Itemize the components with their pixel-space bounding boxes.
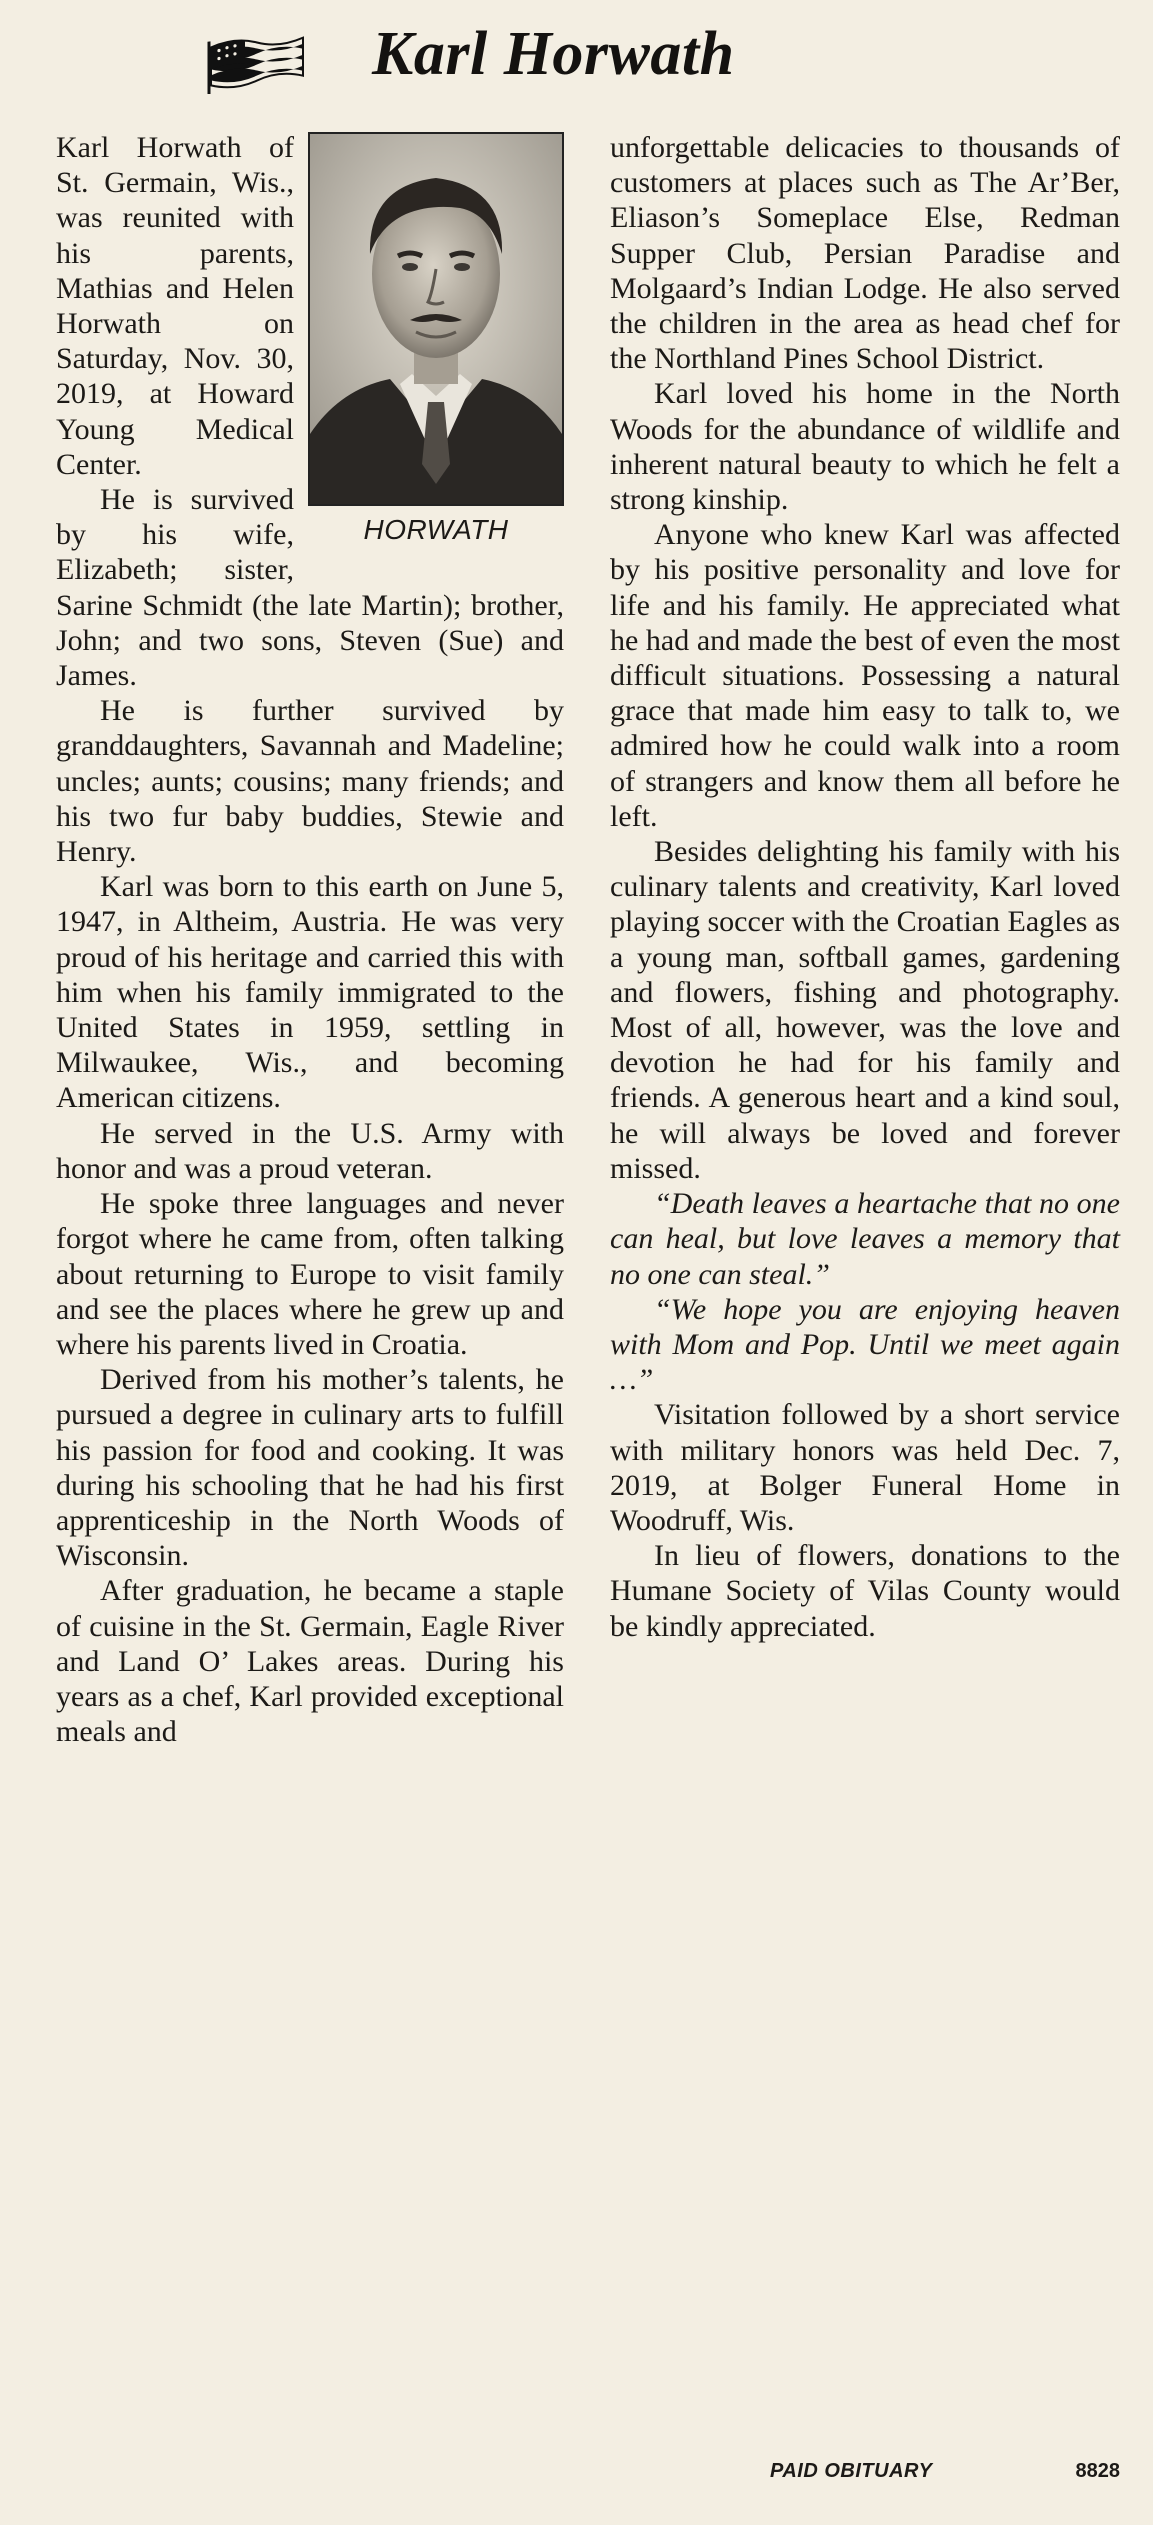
paragraph-delicacies: unforgettable delicacies to thousands of customers at places such as The Ar’Ber, Eliason’s Someplace Else, Redman Supper Club, Persian Paradise and Molgaard’s Indian Lodge. He also served the children in the area as head chef for the Northland Pines School District. (610, 131, 1120, 376)
portrait-caption: HORWATH (363, 514, 509, 545)
quote-heaven: “We hope you are enjoying heaven with Mom and Pop. Until we meet again …” (610, 1292, 1120, 1397)
obituary-header (0, 14, 1153, 94)
obituary-title: Karl Horwath (372, 20, 735, 88)
portrait-photo (308, 132, 564, 506)
portrait-block (308, 132, 564, 550)
paragraph-born: Karl was born to this earth on June 5, 1947, in Altheim, Austria. He was very proud of his heritage and carried this with him when his family immigrated to the United States in 1959, settling in Milwaukee, Wis., and becoming American citizens. (56, 870, 564, 1115)
paragraph-army: He served in the U.S. Army with honor and was a proud veteran. (56, 1116, 564, 1185)
paragraph-languages: He spoke three languages and never forgot where he came from, often talking about returning to Europe to visit family and see the places where he grew up and where his parents lived in Croatia. (56, 1187, 564, 1361)
paragraph-donations: In lieu of flowers, donations to the Humane Society of Vilas County would be kindly appreciated. (610, 1539, 1120, 1643)
paragraph-survived-by: He is survived by his wife, Elizabeth; sister, Sarine Schmidt (the late Martin); brother, John; and two sons, Steven (Sue) and James. (56, 483, 564, 693)
paragraph-further-survived: He is further survived by granddaughters, Savannah and Madeline; uncles; aunts; cousins; many friends; and his two fur baby buddies, Stewie and Henry. (56, 694, 564, 869)
paid-obituary-label: PAID OBITUARY (770, 2460, 933, 2482)
paragraph-north-woods: Karl loved his home in the North Woods for the abundance of wildlife and inherent natural beauty to which he felt a strong kinship. (610, 377, 1120, 517)
left-column (56, 130, 564, 1749)
paragraph-graduation: After graduation, he became a staple of cuisine in the St. Germain, Eagle River and Land O’ Lakes areas. During his years as a chef, Karl provided exceptional meals and (56, 1574, 564, 1749)
paragraph-reunited: Karl Horwath of St. Germain, Wis., was reunited with his parents, Mathias and Helen Horwath on Saturday, Nov. 30, 2019, at Howard Young Medical Center. (56, 131, 294, 481)
paragraph-visitation: Visitation followed by a short service with military honors was held Dec. 7, 2019, at Bolger Funeral Home in Woodruff, Wis. (610, 1398, 1120, 1537)
paragraph-hobbies: Besides delighting his family with his culinary talents and creativity, Karl loved playing soccer with the Croatian Eagles as a young man, softball games, gardening and flowers, fishing and photography. Most of all, however, was the love and devotion he had for his family and friends. A generous heart and a kind soul, he will always be loved and forever missed. (610, 835, 1120, 1185)
quote-heartache: “Death leaves a heartache that no one can heal, but love leaves a memory that no one can steal.” (610, 1187, 1120, 1291)
obituary-footer (610, 2458, 1120, 2490)
paragraph-culinary: Derived from his mother’s talents, he pursued a degree in culinary arts to fulfill his passion for food and cooking. It was during his schooling that he had his first apprenticeship in the North Woods of Wisconsin. (56, 1363, 564, 1573)
ad-number: 8828 (1075, 2460, 1120, 2482)
portrait-image (310, 134, 562, 504)
american-flag-icon (205, 32, 307, 94)
right-column (610, 130, 1120, 1644)
paragraph-personality: Anyone who knew Karl was affected by his positive personality and love for life and his family. He appreciated what he had and made the best of even the most difficult situations. Possessing a natural grace that made him easy to talk to, we admired how he could walk into a room of strangers and know them all before he left. (610, 518, 1120, 833)
